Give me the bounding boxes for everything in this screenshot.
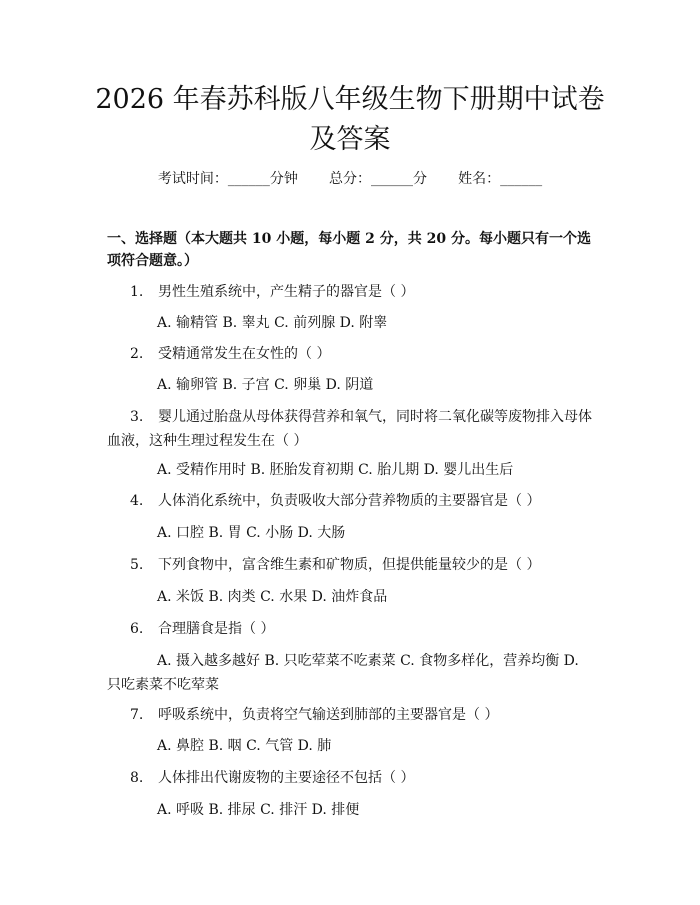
question-number: 2. (130, 346, 144, 362)
name-blank: ______ (500, 171, 543, 187)
question-number: 7. (130, 707, 144, 723)
question-2-options (107, 373, 597, 397)
question-1-options (107, 311, 597, 335)
question-text: 男性生殖系统中，产生精子的器官是（ ） (158, 284, 415, 300)
question-1 (107, 280, 597, 304)
question-4-options (107, 521, 597, 545)
options-text: A. 输卵管 B. 子宫 C. 卵巢 D. 阴道 (157, 377, 374, 393)
question-text: 婴儿通过胎盘从母体获得营养和氧气，同时将二氧化碳等废物排入母体血液，这种生理过程发生在（ ） (107, 409, 592, 449)
options-text: A. 米饭 B. 肉类 C. 水果 D. 油炸食品 (157, 589, 388, 605)
question-2 (107, 342, 597, 366)
question-3-options (107, 458, 597, 482)
score-blank: ______ (371, 171, 413, 187)
question-5 (107, 553, 597, 577)
question-number: 8. (130, 770, 144, 786)
score-label: 总分： (329, 171, 371, 187)
options-text: A. 呼吸 B. 排尿 C. 排汗 D. 排便 (157, 802, 360, 818)
score-unit: 分 (413, 171, 427, 187)
options-text: A. 口腔 B. 胃 C. 小肠 D. 大肠 (157, 525, 346, 541)
question-6 (107, 617, 597, 641)
time-blank: ______ (227, 171, 270, 187)
options-text: A. 受精作用时 B. 胚胎发育初期 C. 胎儿期 D. 婴儿出生后 (157, 462, 514, 478)
question-3 (107, 405, 597, 453)
options-text: A. 输精管 B. 睾丸 C. 前列腺 D. 附睾 (157, 315, 388, 331)
question-text: 人体消化系统中，负责吸收大部分营养物质的主要器官是（ ） (158, 493, 541, 509)
exam-info-line (0, 168, 700, 188)
section-heading: 一、选择题（本大题共 10 小题，每小题 2 分，共 20 分。每小题只有一个选项符合题意。） (107, 231, 591, 269)
question-number: 4. (130, 493, 144, 509)
question-6-options (107, 649, 597, 697)
question-number: 5. (130, 557, 144, 573)
question-text: 人体排出代谢废物的主要途径不包括（ ） (158, 770, 415, 786)
options-text: A. 鼻腔 B. 咽 C. 气管 D. 肺 (157, 738, 332, 754)
question-7 (107, 703, 597, 727)
question-number: 6. (130, 621, 144, 637)
question-text: 受精通常发生在女性的（ ） (158, 346, 331, 362)
name-label: 姓名： (458, 171, 501, 187)
time-label: 考试时间： (157, 171, 228, 187)
question-4 (107, 489, 597, 513)
question-text: 呼吸系统中，负责将空气输送到肺部的主要器官是（ ） (158, 707, 499, 723)
question-8 (107, 766, 597, 790)
question-5-options (107, 585, 597, 609)
options-text: A. 摄入越多越好 B. 只吃荤菜不吃素菜 C. 食物多样化，营养均衡 D. 只吃素菜不吃荤菜 (107, 653, 579, 693)
question-8-options (107, 798, 597, 822)
exam-title: 2026 年春苏科版八年级生物下册期中试卷及答案 (95, 84, 605, 155)
question-text: 合理膳食是指（ ） (158, 621, 275, 637)
question-number: 3. (130, 409, 144, 425)
question-text: 下列食物中，富含维生素和矿物质，但提供能量较少的是（ ） (158, 557, 541, 573)
time-unit: 分钟 (269, 171, 298, 187)
question-7-options (107, 734, 597, 758)
question-number: 1. (130, 284, 144, 300)
